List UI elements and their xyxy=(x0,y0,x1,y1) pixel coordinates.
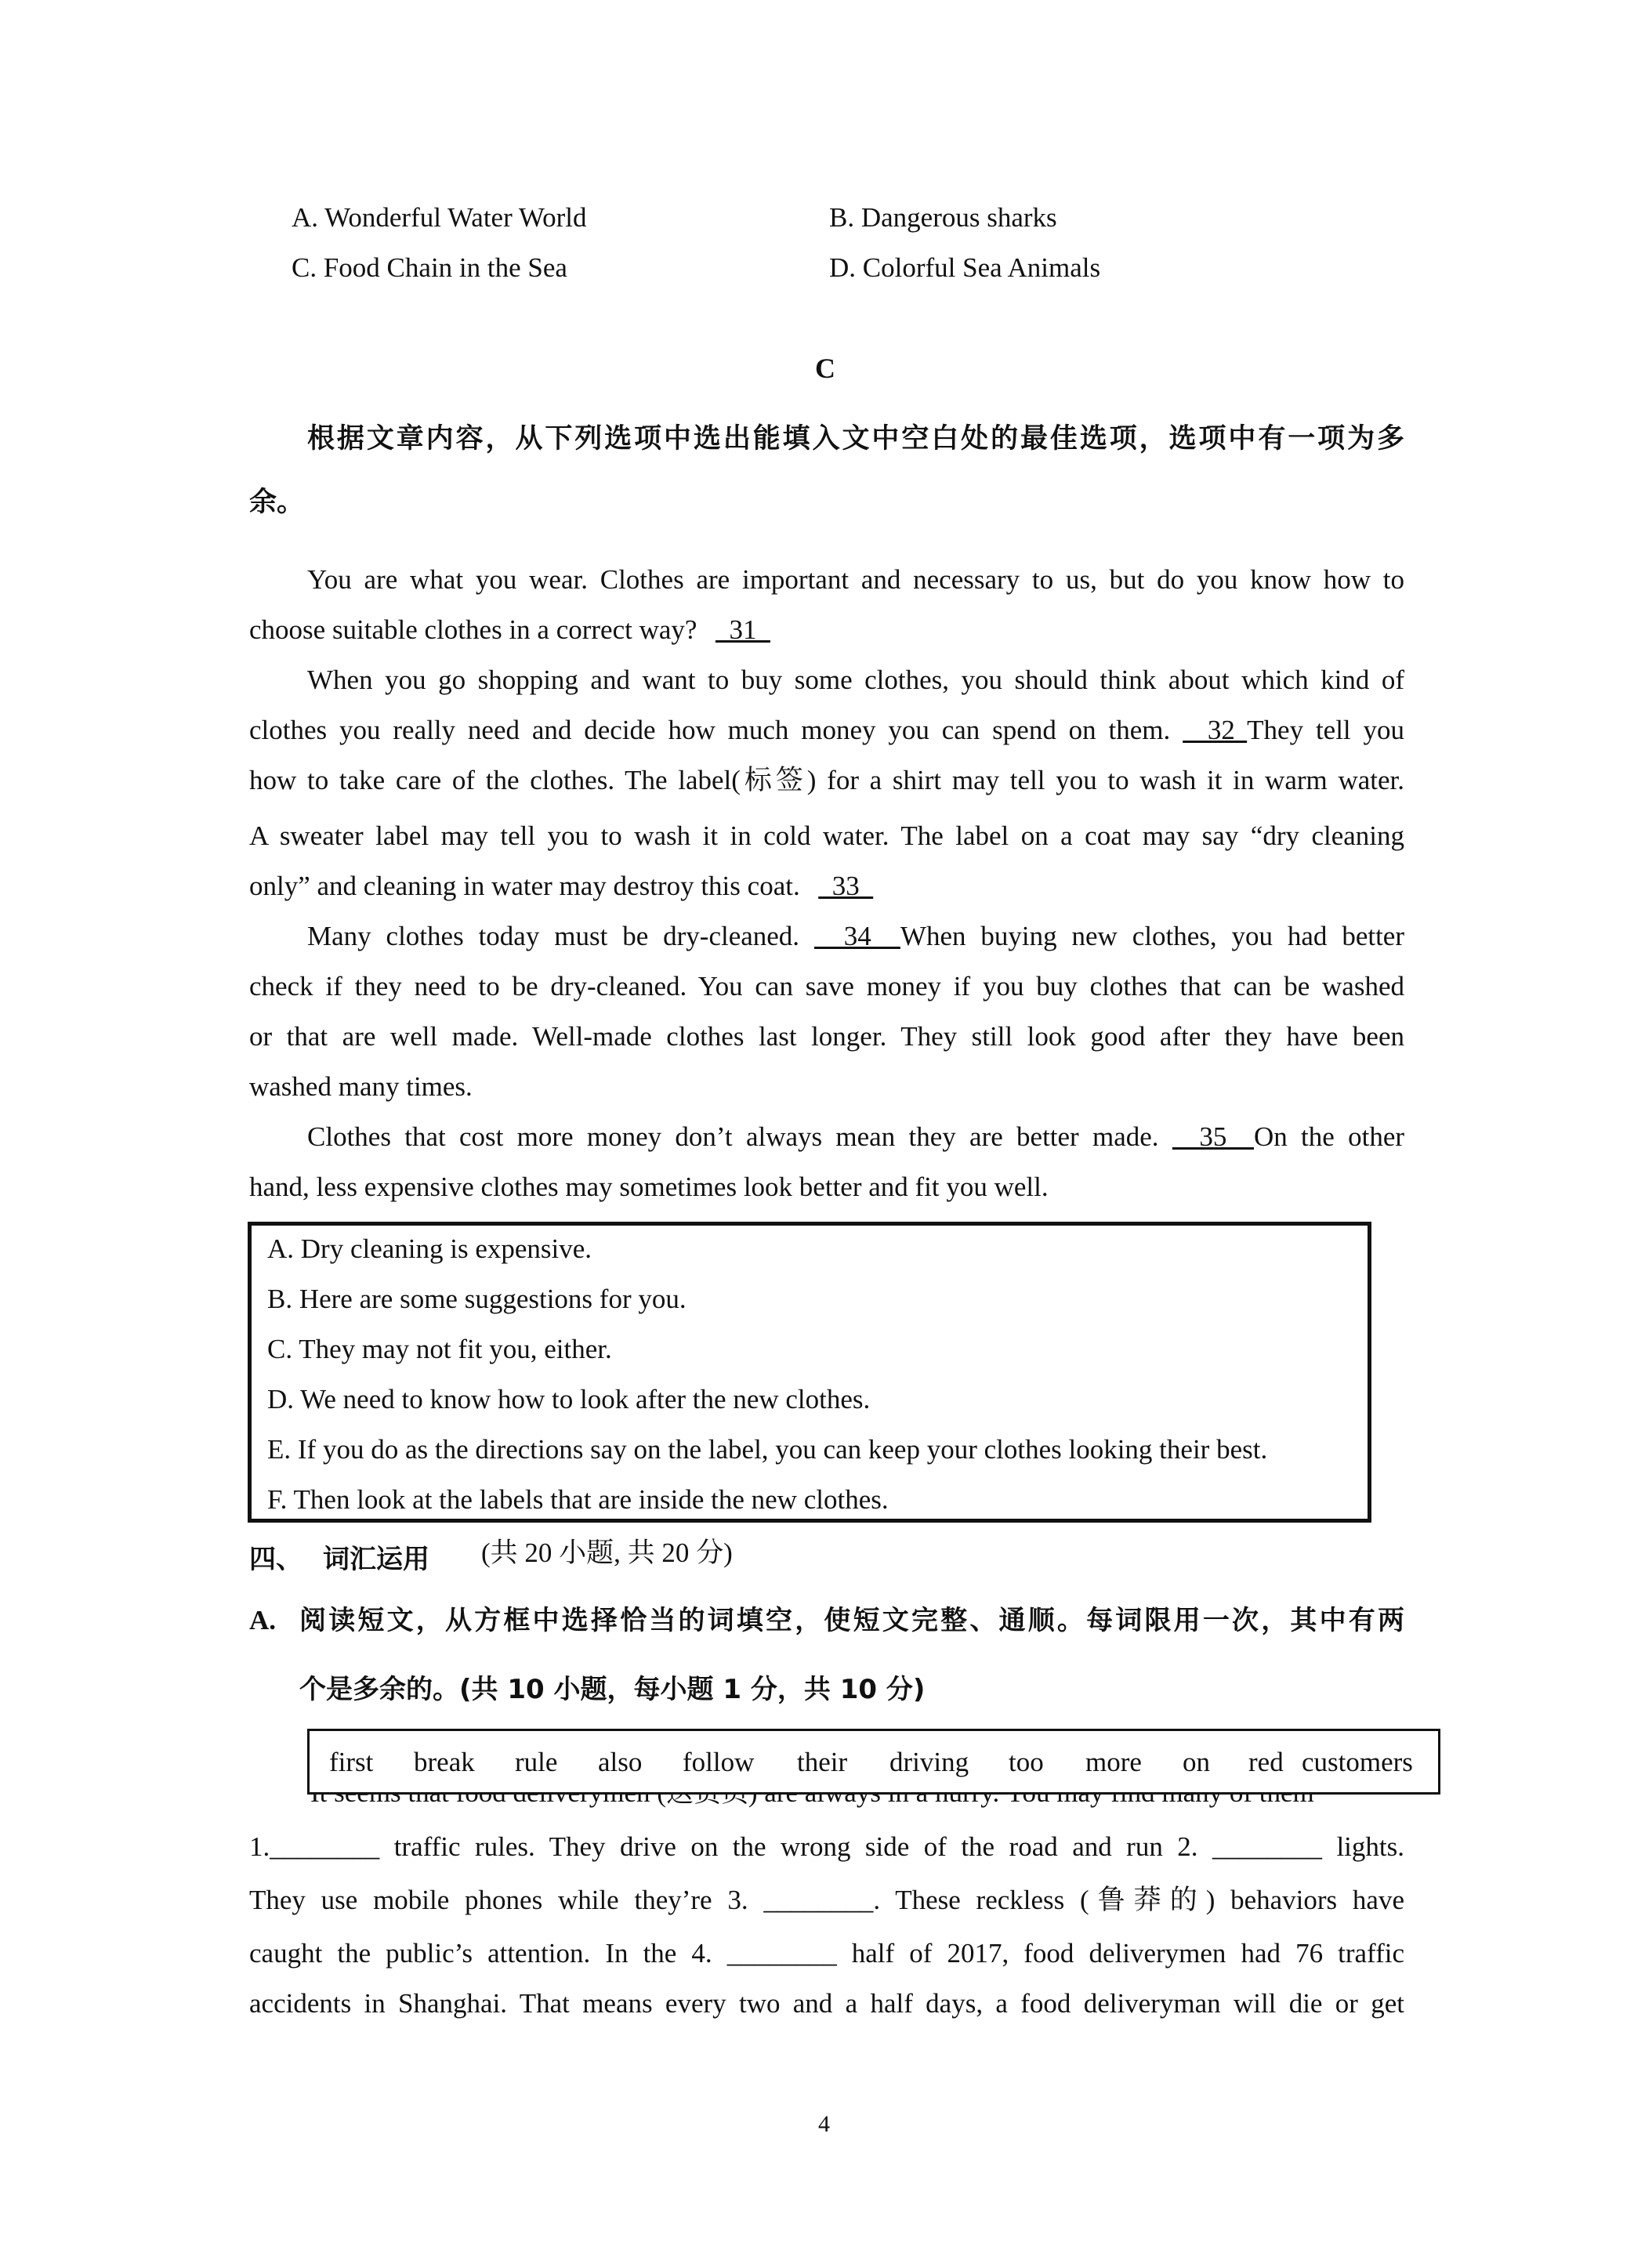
p3-line-1-after: When buying new clothes, you had better xyxy=(900,921,1404,951)
word-also: also xyxy=(598,1747,643,1777)
p2-line-4: A sweater label may tell you to wash it in cold water. The label on a coat may say “dry cleaning xyxy=(249,820,1404,851)
passage-line-2: They use mobile phones while they’re 3. ________. These reckless (鲁莽的) behaviors have xyxy=(249,1885,1404,1915)
p3-line-4: washed many times. xyxy=(249,1071,473,1102)
p4-line-1 xyxy=(307,1121,1404,1153)
part4-a-label: A. xyxy=(249,1605,277,1635)
p2-line-2 xyxy=(249,715,1404,746)
blank-33: 33 xyxy=(818,871,874,901)
blank-32: 32 xyxy=(1183,715,1248,745)
p2-line-5 xyxy=(249,871,873,902)
word-break: break xyxy=(414,1747,475,1777)
p3-line-1-text: Many clothes today must be dry-cleaned. xyxy=(307,921,800,951)
word-follow: follow xyxy=(683,1747,755,1777)
option-a-prev: A. Wonderful Water World xyxy=(292,202,587,233)
part4-a-line-2: 个是多余的。(共 10 小题，每小题 1 分，共 10 分) xyxy=(299,1674,926,1705)
option-b-prev: B. Dangerous sharks xyxy=(829,202,1057,233)
p2-line-1: When you go shopping and want to buy some clothes, you should think about which kind of xyxy=(307,665,1404,695)
p1-line-2-text: choose suitable clothes in a correct way? xyxy=(249,614,697,645)
part4-title: 词汇运用 xyxy=(323,1544,429,1575)
p4-line-2: hand, less expensive clothes may sometimes look better and fit you well. xyxy=(249,1172,1049,1202)
part4-score: (共 20 小题, 共 20 分) xyxy=(481,1538,733,1568)
page-number: 4 xyxy=(818,2111,830,2137)
blank-34: 34 xyxy=(813,921,900,951)
option-d: D. We need to know how to look after the new clothes. xyxy=(267,1384,871,1414)
p2-line-5-text: only” and cleaning in water may destroy this coat. xyxy=(249,871,800,901)
p2-line-2-after: They tell you xyxy=(1247,715,1405,745)
option-e: E. If you do as the directions say on the label, you can keep your clothes looking their best. xyxy=(267,1434,1268,1465)
instruction-line-1: 根据文章内容，从下列选项中选出能填入文中空白处的最佳选项，选项中有一项为多 xyxy=(307,423,1404,455)
word-more: more xyxy=(1085,1747,1142,1777)
p1-line-1: You are what you wear. Clothes are important and necessary to us, but do you know how to xyxy=(307,564,1404,595)
instruction-line-2: 余。 xyxy=(249,487,305,518)
p2-line-2-text: clothes you really need and decide how much money you can spend on them. xyxy=(249,715,1171,745)
passage-line-3: caught the public’s attention. In the 4. ________ half of 2017, food deliverymen had 76 traffic xyxy=(249,1938,1404,1969)
option-a: A. Dry cleaning is expensive. xyxy=(267,1233,592,1264)
word-bank-box xyxy=(307,1729,1440,1795)
word-red: red xyxy=(1248,1747,1284,1777)
word-rule: rule xyxy=(515,1747,558,1777)
blank-35: 35 xyxy=(1172,1121,1254,1152)
part4-a-line-1: 阅读短文，从方框中选择恰当的词填空，使短文完整、通顺。每词限用一次，其中有两 xyxy=(299,1605,1404,1636)
word-first: first xyxy=(329,1747,374,1777)
passage-line-1: 1.________ traffic rules. They drive on the wrong side of the road and run 2. ________ lights. xyxy=(249,1831,1404,1862)
option-c: C. They may not fit you, either. xyxy=(267,1334,612,1364)
p3-line-1 xyxy=(307,921,1404,952)
word-customers: customers xyxy=(1302,1747,1413,1777)
options-box xyxy=(248,1222,1371,1523)
word-too: too xyxy=(1009,1747,1044,1777)
p3-line-3: or that are well made. Well-made clothes last longer. They still look good after they have been xyxy=(249,1021,1404,1052)
section-heading-c: C xyxy=(815,353,835,384)
p4-line-1-text: Clothes that cost more money don’t always mean they are better made. xyxy=(307,1121,1159,1152)
word-their: their xyxy=(797,1747,848,1777)
blank-31: 31 xyxy=(715,614,770,645)
passage-line-4: accidents in Shanghai. That means every two and a half days, a food deliveryman will die or get xyxy=(249,1988,1404,2019)
p2-line-3: how to take care of the clothes. The label(标签) for a shirt may tell you to wash it in warm water. xyxy=(249,765,1404,795)
option-f: F. Then look at the labels that are inside the new clothes. xyxy=(267,1484,889,1515)
p1-line-2 xyxy=(249,614,770,646)
p3-line-2: check if they need to be dry-cleaned. You can save money if you buy clothes that can be washed xyxy=(249,971,1404,1001)
part4-number: 四、 xyxy=(249,1544,303,1575)
word-on: on xyxy=(1183,1747,1210,1777)
option-b: B. Here are some suggestions for you. xyxy=(267,1284,687,1314)
word-driving: driving xyxy=(889,1747,969,1777)
p4-line-1-after: On the other xyxy=(1253,1121,1405,1152)
option-d-prev: D. Colorful Sea Animals xyxy=(829,252,1101,283)
option-c-prev: C. Food Chain in the Sea xyxy=(292,252,567,283)
